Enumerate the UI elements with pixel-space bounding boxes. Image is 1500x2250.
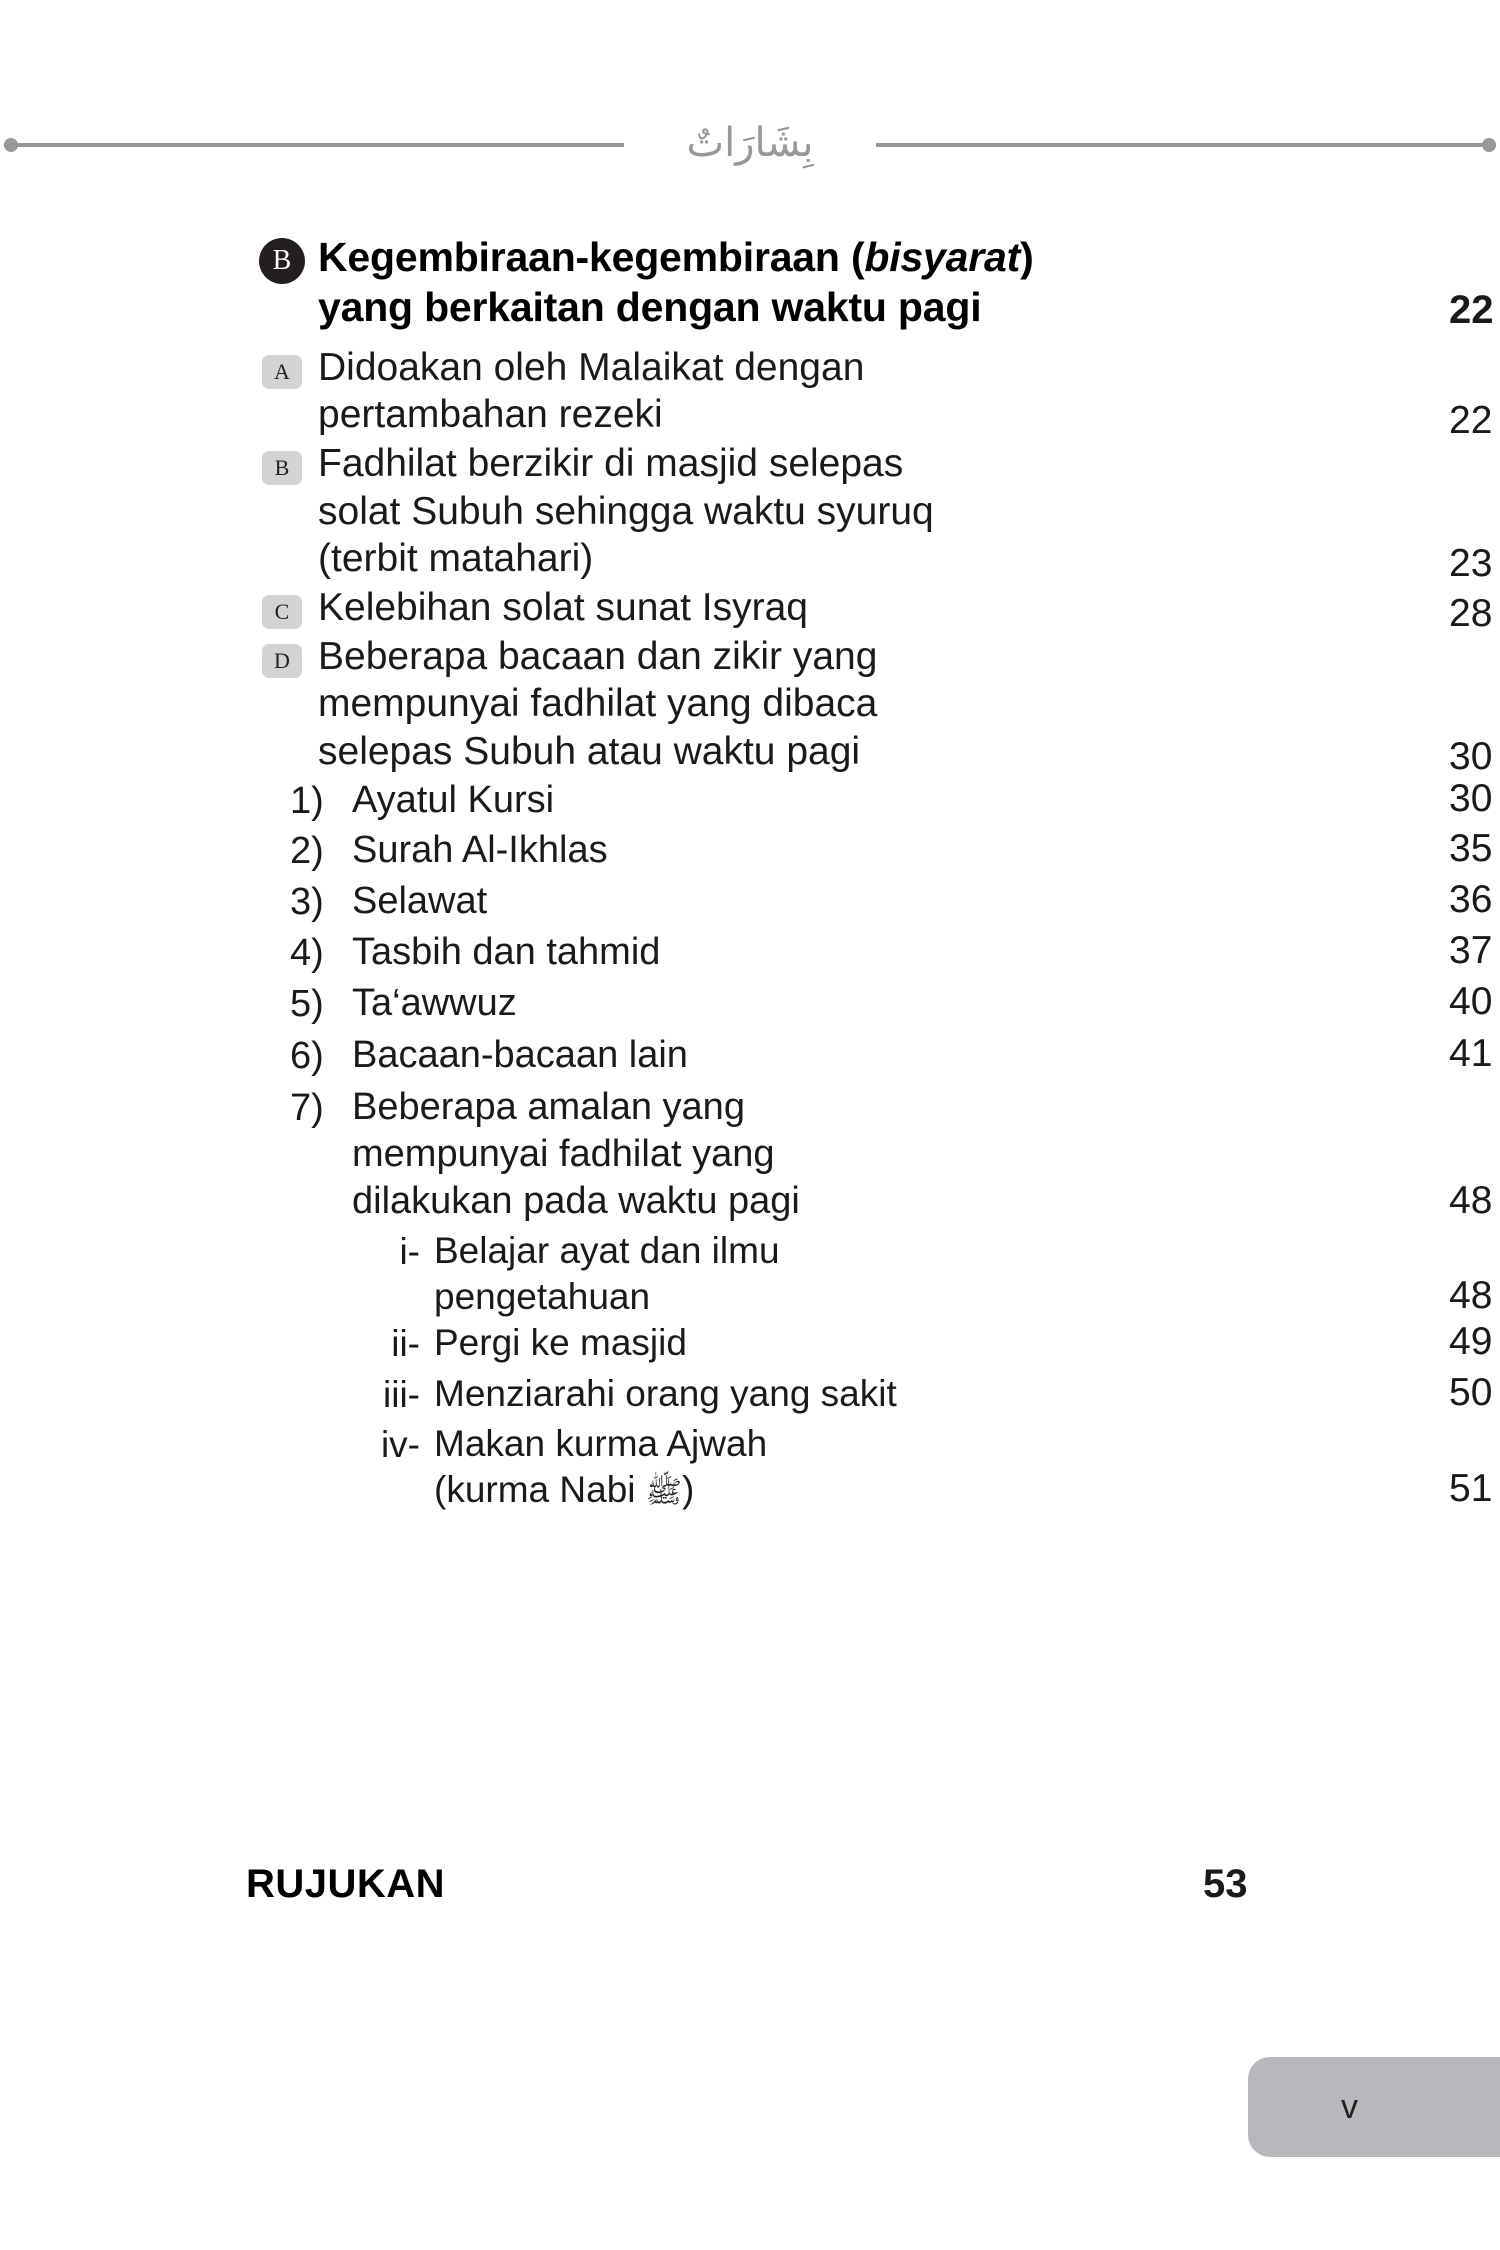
letter-b-title bbox=[318, 440, 1178, 582]
header-rule-dot-left bbox=[4, 138, 18, 152]
roman-iv-line2: (kurma Nabi bbox=[434, 1468, 646, 1510]
toc-entry-num-7[interactable] bbox=[246, 1084, 1493, 1224]
roman-marker-i: i- bbox=[399, 1231, 420, 1273]
num-marker-3: 3) bbox=[290, 881, 324, 924]
header-rule-left bbox=[4, 143, 624, 147]
num-4-title: Tasbih dan tahmid bbox=[352, 930, 661, 973]
toc-list bbox=[0, 232, 1500, 1513]
letter-marker-a bbox=[246, 344, 318, 389]
toc-entry-roman-ii[interactable] bbox=[246, 1320, 1493, 1367]
chapter-title-line1-pre: Kegembiraan-kegembiraan ( bbox=[318, 234, 865, 280]
letter-b-page-number: 23 bbox=[1449, 542, 1493, 586]
chapter-badge-b: B bbox=[259, 238, 305, 284]
toc-entry-num-4[interactable] bbox=[246, 928, 1493, 977]
letter-badge-b: B bbox=[262, 451, 302, 485]
letter-c-page-number: 28 bbox=[1449, 591, 1493, 635]
num-7-line2: mempunyai fadhilat yang bbox=[352, 1132, 775, 1175]
num-2-page-number: 35 bbox=[1449, 827, 1493, 871]
num-marker-2: 2) bbox=[290, 830, 324, 873]
header-rule-dot-right bbox=[1482, 138, 1496, 152]
roman-marker-iii: iii- bbox=[383, 1373, 420, 1415]
letter-d-line2: mempunyai fadhilat yang dibaca bbox=[318, 682, 878, 726]
num-7-title bbox=[352, 1084, 1152, 1224]
folio-number: v bbox=[1341, 2088, 1358, 2126]
letter-b-line2: solat Subuh sehingga waktu syuruq bbox=[318, 489, 934, 533]
num-1-title: Ayatul Kursi bbox=[352, 778, 555, 821]
sallallahu-alayhi-wasallam-glyph: ﷺ bbox=[645, 1474, 683, 1510]
toc-entry-num-6[interactable] bbox=[246, 1032, 1493, 1080]
num-5-title: Ta‘awwuz bbox=[352, 981, 517, 1024]
letter-marker-d bbox=[246, 633, 318, 678]
chapter-page-number: 22 bbox=[1449, 288, 1494, 332]
num-5-page-number: 40 bbox=[1449, 979, 1493, 1023]
toc-entry-num-3[interactable] bbox=[246, 878, 1493, 926]
num-7-line3: dilakukan pada waktu pagi bbox=[352, 1179, 800, 1222]
toc-entry-num-5[interactable] bbox=[246, 979, 1493, 1028]
letter-d-line3: selepas Subuh atau waktu pagi bbox=[318, 729, 861, 773]
num-marker-5: 5) bbox=[290, 982, 324, 1025]
roman-i-line2: pengetahuan bbox=[434, 1275, 651, 1317]
header-arabic-title: بِشَارَاتٌ bbox=[686, 120, 814, 166]
letter-a-line2: pertambahan rezeki bbox=[318, 393, 663, 437]
letter-marker-c bbox=[246, 584, 318, 629]
letter-a-page-number: 22 bbox=[1449, 399, 1493, 443]
letter-d-page-number: 30 bbox=[1449, 735, 1493, 779]
num-3-title: Selawat bbox=[352, 880, 488, 923]
toc-entry-letter-c[interactable] bbox=[246, 584, 1493, 635]
letter-a-title bbox=[318, 344, 1178, 438]
toc-entry-letter-d[interactable] bbox=[246, 633, 1493, 779]
chapter-title bbox=[318, 232, 1178, 332]
toc-entry-chapter-b[interactable] bbox=[246, 232, 1494, 332]
num-marker-4: 4) bbox=[290, 931, 324, 974]
roman-iv-title bbox=[434, 1421, 1154, 1512]
letter-d-title bbox=[318, 633, 1178, 775]
letter-badge-d: D bbox=[262, 644, 302, 678]
num-4-page-number: 37 bbox=[1449, 928, 1493, 972]
letter-a-line1: Didoakan oleh Malaikat dengan bbox=[318, 346, 865, 390]
roman-ii-title: Pergi ke masjid bbox=[434, 1322, 687, 1364]
num-marker-7: 7) bbox=[290, 1087, 324, 1130]
footer-folio-tab bbox=[1248, 2057, 1500, 2157]
roman-marker-iv: iv- bbox=[380, 1424, 420, 1466]
roman-iii-title: Menziarahi orang yang sakit bbox=[434, 1372, 897, 1414]
roman-iv-line2-suffix: ) bbox=[682, 1468, 695, 1510]
num-6-page-number: 41 bbox=[1449, 1032, 1493, 1076]
letter-c-title bbox=[318, 584, 1178, 631]
letter-badge-a: A bbox=[262, 355, 302, 389]
letter-b-line3: (terbit matahari) bbox=[318, 536, 594, 580]
letter-c-line1: Kelebihan solat sunat Isyraq bbox=[318, 585, 808, 629]
chapter-title-italic: bisyarat bbox=[864, 234, 1021, 280]
letter-badge-c: C bbox=[262, 595, 302, 629]
letter-d-line1: Beberapa bacaan dan zikir yang bbox=[318, 635, 878, 679]
roman-iv-page-number: 51 bbox=[1449, 1467, 1493, 1511]
num-2-title: Surah Al-Ikhlas bbox=[352, 829, 608, 872]
roman-i-page-number: 48 bbox=[1449, 1274, 1493, 1318]
num-marker-1: 1) bbox=[290, 779, 324, 822]
toc-entry-num-2[interactable] bbox=[246, 827, 1493, 875]
toc-entry-letter-a[interactable] bbox=[246, 344, 1493, 443]
num-3-page-number: 36 bbox=[1449, 878, 1493, 922]
toc-entry-roman-iii[interactable] bbox=[246, 1370, 1493, 1418]
chapter-title-line2: yang berkaitan dengan waktu pagi bbox=[318, 284, 982, 331]
header-rule-right bbox=[876, 143, 1496, 147]
letter-b-line1: Fadhilat berzikir di masjid selepas bbox=[318, 442, 904, 486]
toc-entry-num-1[interactable] bbox=[246, 776, 1493, 825]
toc-entry-roman-i[interactable] bbox=[246, 1228, 1493, 1319]
roman-iv-line1: Makan kurma Ajwah bbox=[434, 1423, 768, 1465]
roman-i-title bbox=[434, 1228, 1154, 1319]
running-header bbox=[0, 105, 1500, 185]
rujukan-page-number: 53 bbox=[1203, 1862, 1248, 1906]
toc-entry-letter-b[interactable] bbox=[246, 440, 1493, 586]
roman-iii-page-number: 50 bbox=[1449, 1370, 1493, 1414]
toc-entry-rujukan[interactable] bbox=[246, 1862, 1446, 1907]
toc-entry-roman-iv[interactable] bbox=[246, 1421, 1493, 1512]
num-1-page-number: 30 bbox=[1449, 776, 1493, 820]
num-7-page-number: 48 bbox=[1449, 1179, 1493, 1223]
chapter-title-line1-post: ) bbox=[1020, 234, 1034, 280]
chapter-marker bbox=[246, 232, 318, 284]
rujukan-label: RUJUKAN bbox=[246, 1862, 446, 1906]
roman-i-line1: Belajar ayat dan ilmu bbox=[434, 1230, 780, 1272]
roman-marker-ii: ii- bbox=[391, 1323, 420, 1365]
num-6-title: Bacaan-bacaan lain bbox=[352, 1034, 688, 1077]
num-marker-6: 6) bbox=[290, 1035, 324, 1078]
num-7-line1: Beberapa amalan yang bbox=[352, 1086, 745, 1129]
letter-marker-b bbox=[246, 440, 318, 485]
roman-ii-page-number: 49 bbox=[1449, 1320, 1493, 1364]
